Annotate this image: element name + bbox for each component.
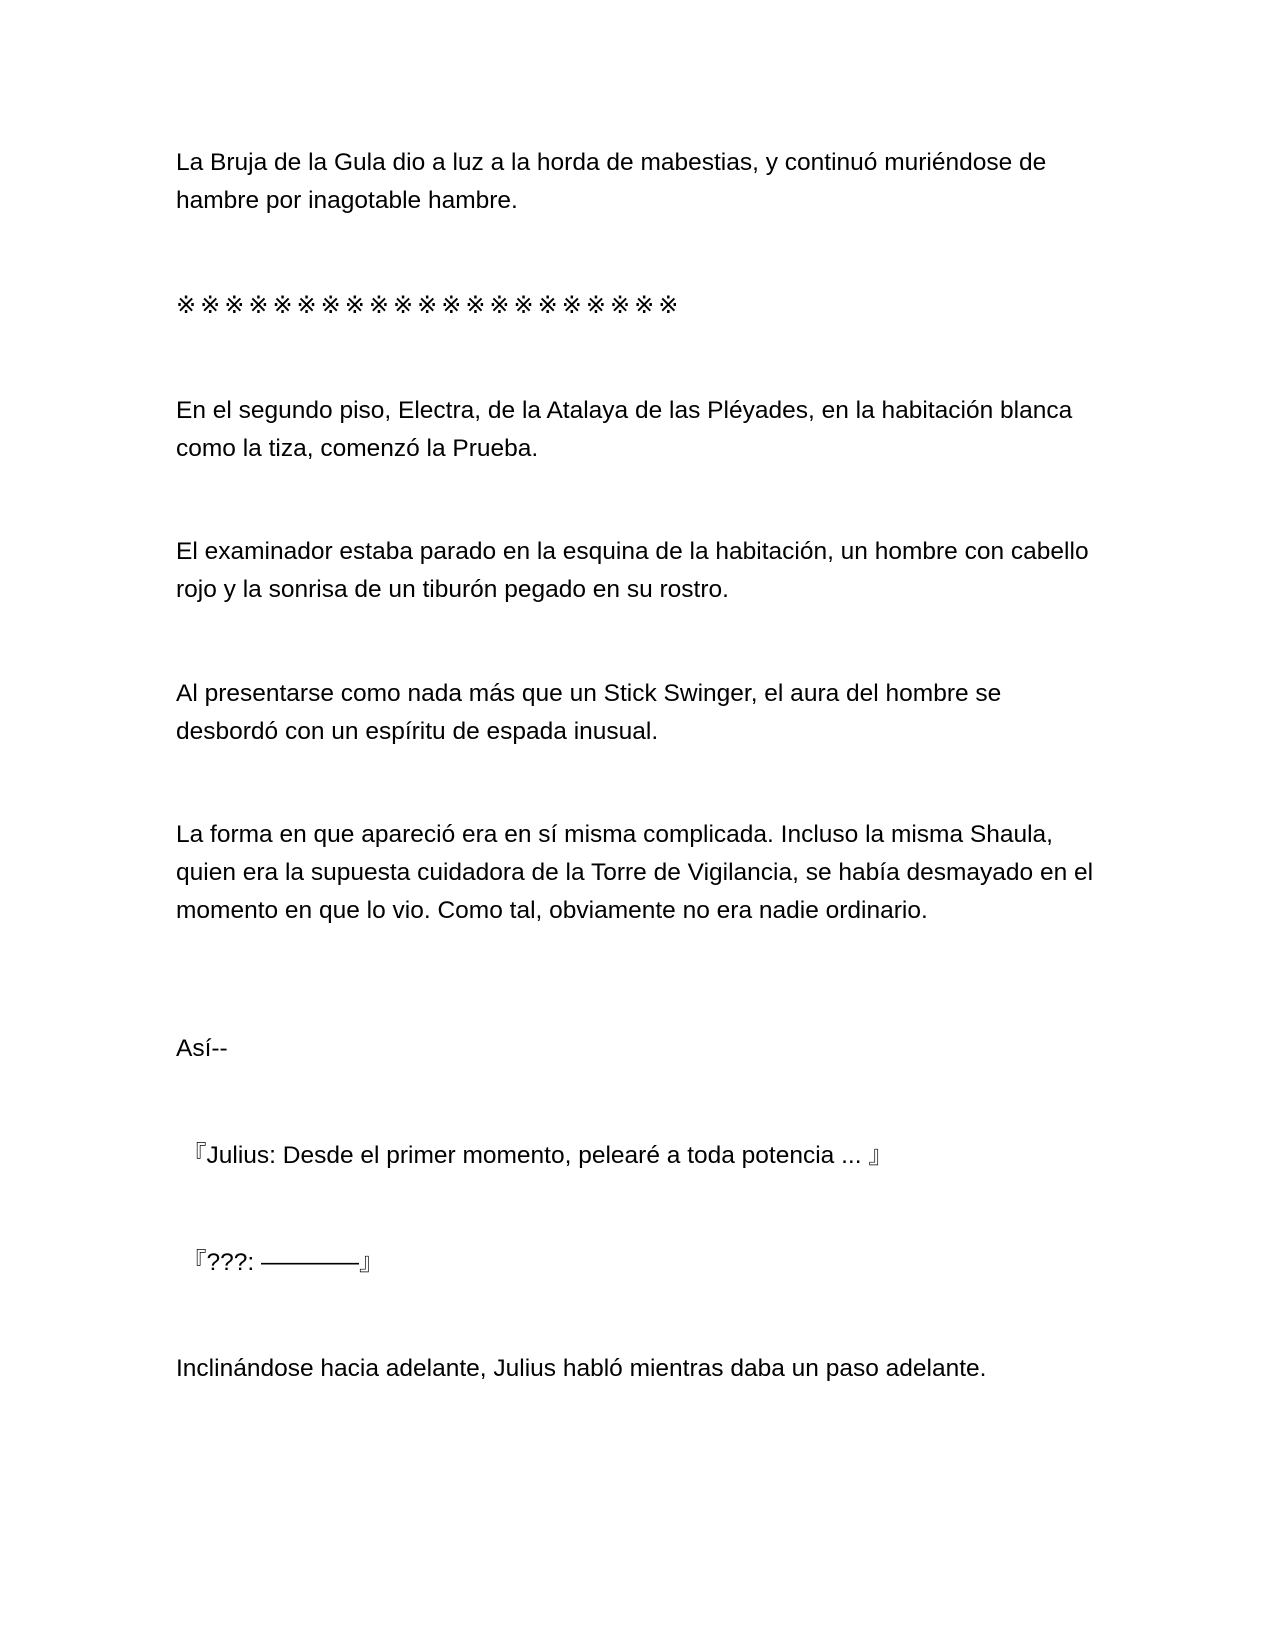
dialogue-julius: 『Julius: Desde el primer momento, pelearé a toda potencia ... 』 — [182, 1142, 893, 1169]
paragraph-stick-swinger: Al presentarse como nada más que un Stick Swinger, el aura del hombre se desbordó con un espíritu de espada inusual. — [176, 680, 1002, 745]
dialogue-unknown: 『???: ――――』 — [182, 1249, 384, 1276]
paragraph-second-floor: En el segundo piso, Electra, de la Atalaya de las Pléyades, en la habitación blanca como la tiza, comenzó la Prueba. — [176, 397, 1073, 462]
paragraph-glutton-witch: La Bruja de la Gula dio a luz a la horda de mabestias, y continuó muriéndose de hambre por inagotable hambre. — [176, 149, 1047, 214]
paragraph-julius-steps: Inclinándose hacia adelante, Julius habló mientras daba un paso adelante. — [176, 1355, 987, 1382]
paragraph-asi: Así-- — [176, 1035, 228, 1062]
section-separator: ※※※※※※※※※※※※※※※※※※※※※ — [176, 291, 683, 319]
paragraph-examiner: El examinador estaba parado en la esquina de la habitación, un hombre con cabello rojo y la sonrisa de un tiburón pegado en su rostro. — [176, 538, 1089, 603]
paragraph-shaula: La forma en que apareció era en sí misma complicada. Incluso la misma Shaula, quien era la supuesta cuidadora de la Torre de Vigilancia, se había desmayado en el momento en que lo vio. Como tal, obviamente no era nadie ordinario. — [176, 821, 1094, 924]
